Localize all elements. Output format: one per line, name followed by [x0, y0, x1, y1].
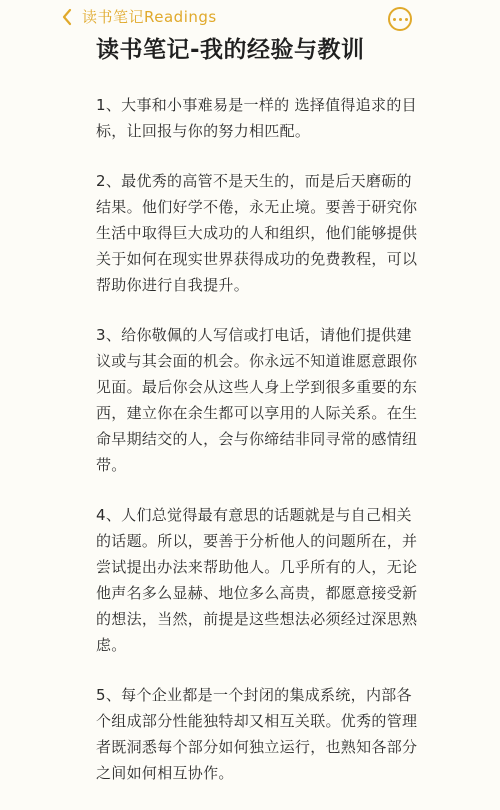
- note-paragraph-2: 2、最优秀的高管不是天生的，而是后天磨砺的结果。他们好学不倦，永无止境。要善于研究你生活中取得巨大成功的人和组织，他们能够提供关于如何在现实世界获得成功的免费教程，可以帮助你进行自我提升。: [96, 172, 418, 294]
- note-paragraph-4: 4、人们总觉得最有意思的话题就是与自己相关的话题。所以，要善于分析他人的问题所在，并尝试提出办法来帮助他人。几乎所有的人，无论他声名多么显赫、地位多么高贵，都愿意接受新的想法，当然，前提是这些想法必须经过深思熟虑。: [96, 506, 418, 654]
- note-title: 读书笔记-我的经验与教训: [96, 37, 365, 63]
- note-content: [96, 34, 418, 810]
- more-dot: [393, 18, 396, 21]
- navigation-bar: [0, 0, 500, 36]
- note-paragraph-1: 1、大事和小事难易是一样的 选择值得追求的目标，让回报与你的努力相匹配。: [96, 96, 417, 140]
- chevron-left-icon[interactable]: [62, 8, 72, 26]
- note-paragraph-5: 5、每个企业都是一个封闭的集成系统，内部各个组成部分性能独特却又相互关联。优秀的管理者既洞悉每个部分如何独立运行，也熟知各部分之间如何相互协作。: [96, 686, 418, 782]
- back-label[interactable]: 读书笔记Readings: [82, 8, 217, 26]
- back-button[interactable]: [62, 6, 217, 27]
- more-options-icon[interactable]: [388, 7, 412, 31]
- more-dot: [405, 18, 408, 21]
- note-paragraph-3: 3、给你敬佩的人写信或打电话，请他们提供建议或与其会面的机会。你永远不知道谁愿意跟你见面。最后你会从这些人身上学到很多重要的东西，建立你在余生都可以享用的人际关系。在生命早期结交的人，会与你缔结非同寻常的感情纽带。: [96, 326, 418, 474]
- more-dot: [399, 18, 402, 21]
